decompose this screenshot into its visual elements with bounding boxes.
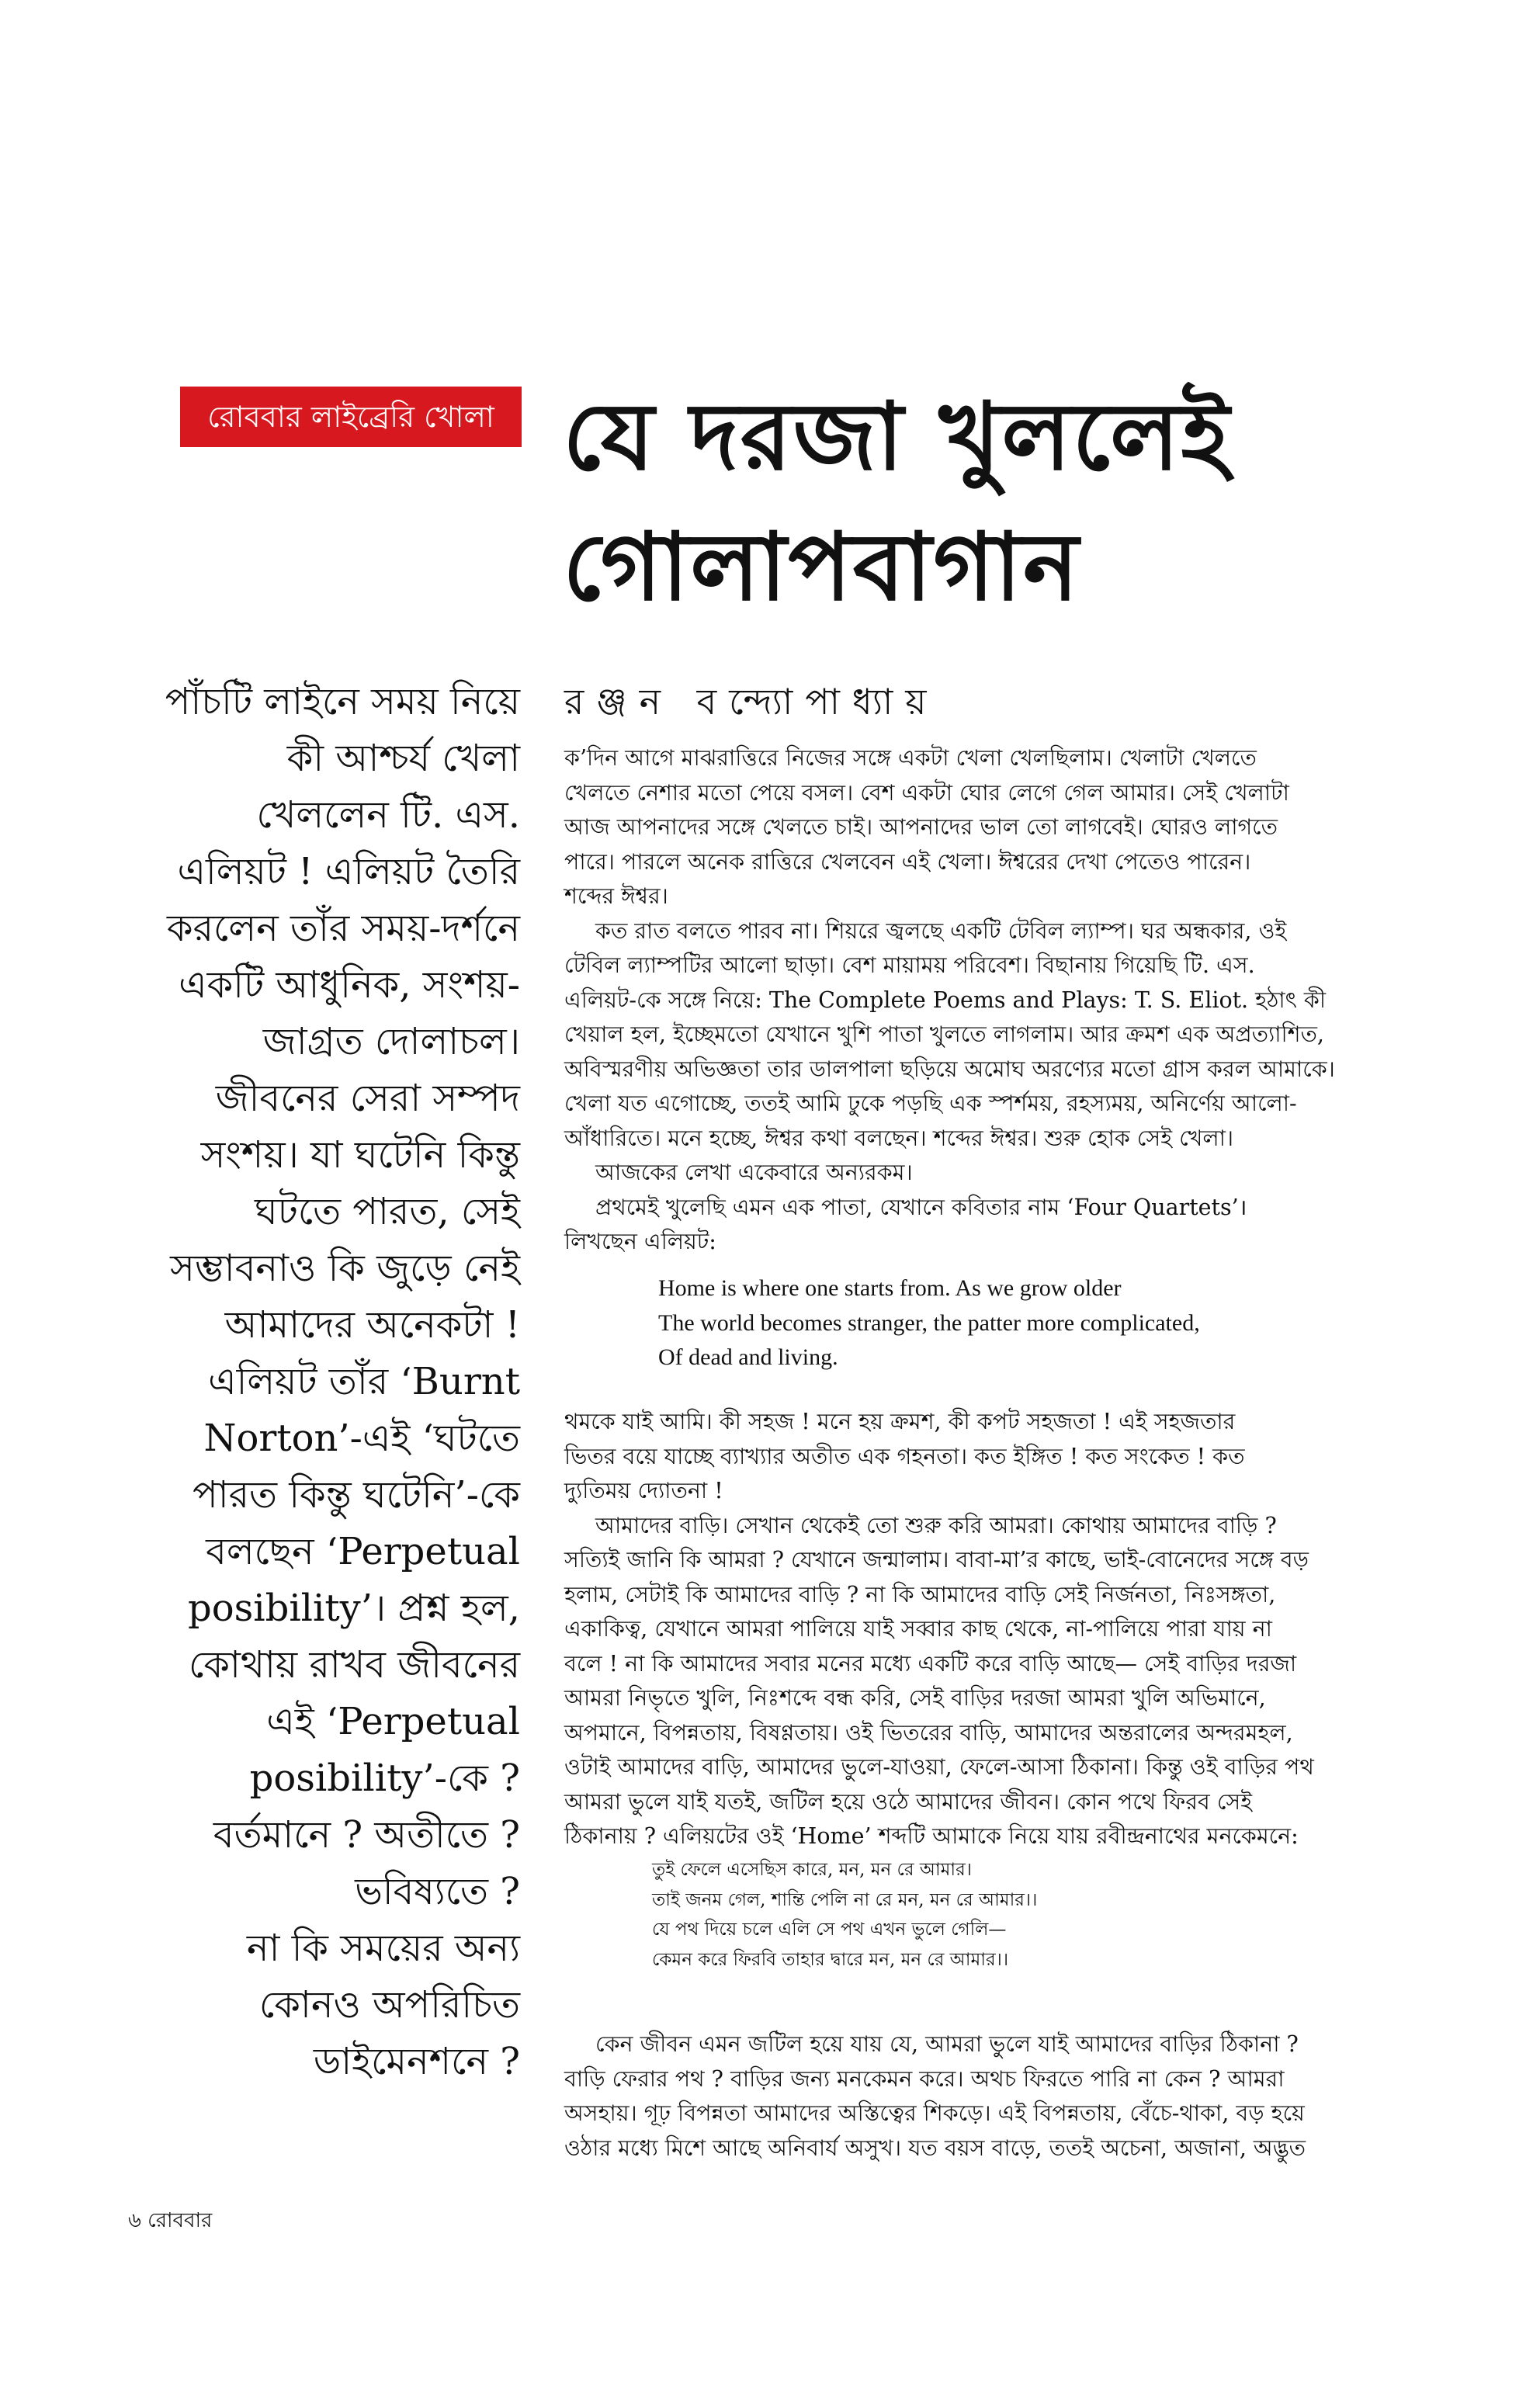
pull-quote-line: ভবিষ্যতে ? (355, 1870, 520, 1913)
pull-quote-line: জাগ্রত দোলাচল। (262, 1020, 520, 1063)
body-line: আমরা নিভৃতে খুলি, নিঃশব্দে বন্ধ করি, সেই বাড়ির দরজা আমরা খুলি অভিমানে, (564, 1685, 1266, 1711)
song-line: কেমন করে ফিরবি তাহার দ্বারে মন, মন রে আমার।। (652, 1949, 1009, 1970)
article-body-intro (564, 741, 1406, 1260)
pull-quote-line: এলিয়ট তাঁর ‘Burnt (208, 1360, 520, 1403)
body-line: পারে। পারলে অনেক রাত্তিরে খেলবেন এই খেলা। ঈশ্বরের দেখা পেতেও পারেন। (564, 848, 1251, 875)
pull-quote-line: জীবনের সেরা সম্পদ (215, 1077, 520, 1120)
body-line: লিখছেন এলিয়ট: (564, 1229, 716, 1254)
body-line: ওঠার মধ্যে মিশে আছে অনিবার্য অসুখ। যত বয়স বাড়ে, ততই অচেনা, অজানা, অদ্ভুত (564, 2135, 1306, 2161)
pull-quote-line: বলছেন ‘Perpetual (206, 1530, 520, 1573)
pull-quote-line: posibility’-কে ? (249, 1757, 520, 1800)
body-line: শব্দের ঈশ্বর। (564, 883, 668, 909)
body-line: আজকের লেখা একেবারে অন্যরকম। (595, 1160, 913, 1185)
pull-quote-line: সংশয়। যা ঘটেনি কিন্তু (200, 1133, 520, 1177)
pull-quote-line: ঘটতে পারত, সেই (255, 1190, 520, 1233)
body-line: আজ আপনাদের সঙ্গে খেলতে চাই। আপনাদের ভাল তো লাগবেই। ঘোরও লাগতে (564, 814, 1278, 840)
body-line: আঁধারিতে। মনে হচ্ছে, ঈশ্বর কথা বলছেন। শব্দের ঈশ্বর। শুরু হোক সেই খেলা। (564, 1125, 1234, 1151)
body-line: কেন জীবন এমন জটিল হয়ে যায় যে, আমরা ভুলে যাই আমাদের বাড়ির ঠিকানা ? (595, 2031, 1299, 2057)
body-line: বলে ! না কি আমাদের সবার মনের মধ্যে একটি করে বাড়ি আছে— সেই বাড়ির দরজা (564, 1650, 1297, 1677)
pull-quote-line: এলিয়ট ! এলিয়ট তৈরি (177, 850, 520, 893)
body-line: খেলতে নেশার মতো পেয়ে বসল। বেশ একটা ঘোর লেগে গেল আমার। সেই খেলাটা (564, 779, 1289, 806)
body-line: কত রাত বলতে পারব না। শিয়রে জ্বলছে একটি টেবিল ল্যাম্প। ঘর অন্ধকার, ওই (595, 917, 1287, 944)
pull-quote-line: আমাদের অনেকটা ! (224, 1303, 520, 1347)
pull-quote-line: পারত কিন্তু ঘটেনি’-কে (192, 1473, 520, 1517)
song-line: যে পথ দিয়ে চলে এলি সে পথ এখন ভুলে গেলি— (652, 1920, 1007, 1940)
pull-quote-line: কোথায় রাখব জীবনের (188, 1643, 520, 1687)
poem-line: Home is where one starts from. As we grow older (658, 1275, 1122, 1301)
body-line: খেলা যত এগোচ্ছে, ততই আমি ঢুকে পড়ছি এক স্পর্শময়, রহস্যময়, অনির্ণেয় আলো- (564, 1091, 1297, 1116)
poem-line: The world becomes stranger, the patter more complicated, (658, 1309, 1200, 1336)
article-body-middle (564, 1405, 1406, 1854)
pull-quote-line: posibility’। প্রশ্ন হল, (187, 1587, 520, 1630)
pull-quote-line: একটি আধুনিক, সংশয়- (179, 963, 520, 1007)
body-line: ঠিকানায় ? এলিয়টের ওই ‘Home’ শব্দটি আমাকে নিয়ে যায় রবীন্দ্রনাথের মনকেমনে: (564, 1823, 1299, 1849)
body-line: ভিতর বয়ে যাচ্ছে ব্যাখ্যার অতীত এক গহনতা। কত ইঙ্গিত ! কত সংকেত ! কত (564, 1443, 1245, 1469)
body-line: ওটাই আমাদের বাড়ি, আমাদের ভুলে-যাওয়া, ফেলে-আসা ঠিকানা। কিন্তু ওই বাড়ির পথ (564, 1754, 1314, 1780)
body-line: একাকিত্ব, যেখানে আমরা পালিয়ে যাই সব্বার কাছ থেকে, না-পালিয়ে পারা যায় না (564, 1616, 1272, 1642)
pull-quote-line: কী আশ্চর্য খেলা (286, 737, 520, 780)
pull-quote-line: এই ‘Perpetual (266, 1700, 520, 1743)
pull-quote-line: বর্তমানে ? অতীতে ? (213, 1813, 520, 1857)
body-line: প্রথমেই খুলেছি এমন এক পাতা, যেখানে কবিতার নাম ‘Four Quartets’। (595, 1194, 1247, 1220)
page-folio: ৬ রোববার (128, 2209, 213, 2232)
body-line: অবিস্মরণীয় অভিজ্ঞতা তার ডালপালা ছড়িয়ে অমোঘ অরণ্যের মতো গ্রাস করল আমাকে। (564, 1056, 1335, 1082)
body-line: টেবিল ল্যাম্পটির আলো ছাড়া। বেশ মায়াময় পরিবেশ। বিছানায় গিয়েছি টি. এস. (564, 952, 1255, 978)
pull-quote (116, 674, 520, 2090)
eliot-quote (658, 1271, 1357, 1375)
body-line: আমরা ভুলে যাই যতই, জটিল হয়ে ওঠে আমাদের জীবন। কোন পথে ফিরব সেই (564, 1788, 1253, 1815)
pull-quote-line: সম্ভাবনাও কি জুড়ে নেই (170, 1247, 520, 1290)
body-line: অপমানে, বিপন্নতায়, বিষণ্ণতায়। ওই ভিতরের বাড়ি, আমাদের অন্তরালের অন্দরমহল, (564, 1719, 1293, 1746)
pull-quote-line: খেললেন টি. এস. (256, 793, 520, 837)
pull-quote-line: কোনও অপরিচিত (258, 1983, 520, 2027)
pull-quote-line: ডাইমেনশনে ? (313, 2040, 520, 2083)
song-line: তুই ফেলে এসেছিস কারে, মন, মন রে আমার। (652, 1860, 972, 1880)
body-line: হলাম, সেটাই কি আমাদের বাড়ি ? না কি আমাদের বাড়ি সেই নির্জনতা, নিঃসঙ্গতা, (564, 1581, 1276, 1607)
body-line: থমকে যাই আমি। কী সহজ ! মনে হয় ক্রমশ, কী কপট সহজতা ! এই সহজতার (564, 1409, 1236, 1434)
body-line: অসহায়। গূঢ় বিপন্নতা আমাদের অস্তিত্বের শিকড়ে। এই বিপন্নতায়, বেঁচে-থাকা, বড় হয়ে (564, 2100, 1305, 2126)
body-line: সত্যিই জানি কি আমরা ? যেখানে জন্মালাম। বাবা-মা’র কাছে, ভাই-বোনেদের সঙ্গে বড় (564, 1547, 1309, 1573)
body-line: দ্যুতিময় দ্যোতনা ! (564, 1478, 723, 1503)
headline-line: যে দরজা খুললেই (563, 383, 1231, 491)
headline-line: গোলাপবাগান (563, 514, 1080, 622)
headline (563, 373, 1432, 633)
pull-quote-line: না কি সময়ের অন্য (246, 1927, 520, 1970)
body-line: খেয়াল হল, ইচ্ছেমতো যেখানে খুশি পাতা খুলতে লাগলাম। আর ক্রমশ এক অপ্রত্যাশিত, (564, 1021, 1324, 1047)
pull-quote-line: Norton’-এই ‘ঘটতে (203, 1417, 520, 1460)
author-byline: রঞ্জন বন্দ্যোপাধ্যায় (564, 681, 939, 723)
song-line: তাই জনম গেল, শান্তি পেলি না রে মন, মন রে আমার।। (652, 1889, 1038, 1910)
article-body-closing (564, 2027, 1406, 2166)
pull-quote-line: পাঁচটি লাইনে সময় নিয়ে (165, 680, 520, 723)
body-line: এলিয়ট-কে সঙ্গে নিয়ে: The Complete Poems and Plays: T. S. Eliot. হঠাৎ কী (564, 987, 1327, 1013)
body-line: আমাদের বাড়ি। সেখান থেকেই তো শুরু করি আমরা। কোথায় আমাদের বাড়ি ? (595, 1512, 1277, 1538)
section-tag: রোববার লাইব্রেরি খোলা (180, 387, 522, 447)
pull-quote-line: করলেন তাঁর সময়-দর্শনে (167, 907, 520, 950)
tagore-song-quote (652, 1855, 1351, 1975)
body-line: ক’দিন আগে মাঝরাত্তিরে নিজের সঙ্গে একটা খেলা খেলছিলাম। খেলাটা খেলতে (564, 745, 1257, 771)
body-line: বাড়ি ফেরার পথ ? বাড়ির জন্য মনকেমন করে। অথচ ফিরতে পারি না কেন ? আমরা (564, 2065, 1285, 2092)
poem-line: Of dead and living. (658, 1344, 838, 1370)
